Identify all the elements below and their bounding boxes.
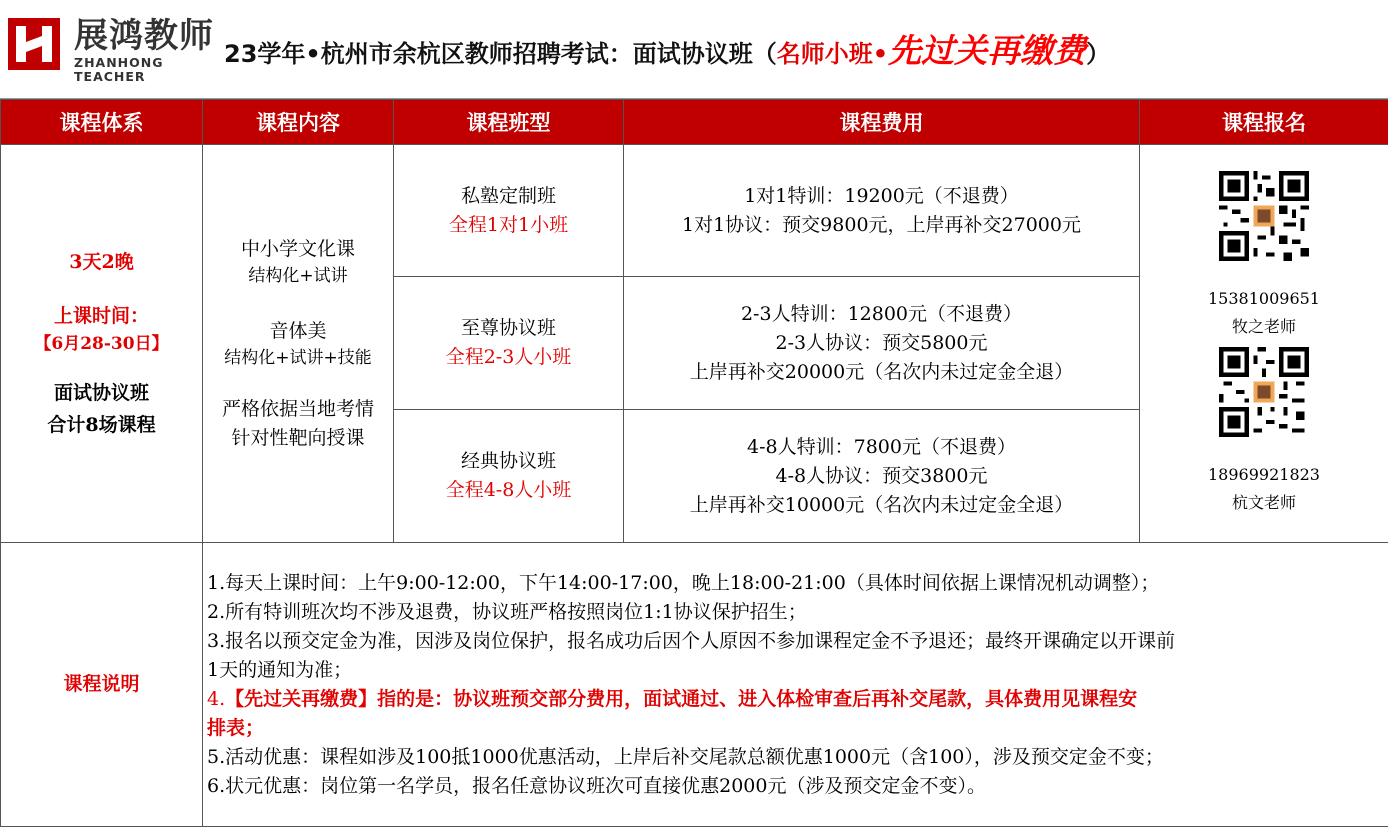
class-size: 全程1对1小班 (448, 213, 569, 236)
content-item-arts-sub: 结构化+试讲+技能 (224, 347, 372, 368)
header (0, 0, 1388, 99)
class-size: 全程4-8人小班 (445, 479, 572, 501)
time-label: 上课时间： (53, 305, 149, 327)
qr-code-icon[interactable] (1219, 171, 1309, 261)
class-dates: 【6月28-30日】 (34, 334, 169, 354)
note-item: 5.活动优惠：课程如涉及100抵1000优惠活动，上岸后补交尾款总额优惠1000元（含100），涉及预交定金不变； (207, 745, 1164, 768)
fee-line: 2-3人特训：12800元（不退费） (740, 302, 1023, 325)
content-note-a: 严格依据当地考情 (221, 397, 374, 420)
course-table (0, 99, 1388, 827)
note-item-highlight (207, 685, 1388, 714)
qr-code-icon[interactable] (1219, 347, 1309, 437)
note-number: 4. (207, 687, 226, 710)
fee-line: 2-3人协议：预交5800元 (775, 331, 988, 354)
note-item: 1.每天上课时间：上午9:00-12:00，下午14:00-17:00，晚上18:00-21:00（具体时间依据上课情况机动调整）； (207, 571, 1160, 594)
content-note-b: 针对性靶向授课 (231, 426, 365, 449)
duration: 3天2晚 (69, 251, 134, 273)
signup-cell (1140, 145, 1388, 543)
col-header-class-type: 课程班型 (394, 100, 624, 145)
fee-line: 1对1协议：预交9800元，上岸再补交27000元 (682, 213, 1081, 236)
title-red: 名师小班• (776, 40, 889, 68)
course-system-cell (1, 145, 203, 543)
fee-cell (624, 145, 1140, 277)
fee-line: 4-8人协议：预交3800元 (775, 464, 988, 487)
fee-line: 1对1特训：19200元（不退费） (744, 184, 1019, 207)
class-type-cell (394, 277, 624, 410)
title-main: 23学年•杭州市余杭区教师招聘考试：面试协议班（ (224, 40, 777, 68)
notes-label-cell (1, 543, 203, 827)
signup-contact (1140, 347, 1388, 517)
class-name: 至尊协议班 (460, 317, 556, 339)
col-header-signup: 课程报名 (1140, 100, 1388, 145)
page-title (224, 30, 1110, 75)
class-name: 私塾定制班 (460, 184, 556, 207)
class-type-cell (394, 145, 624, 277)
total-sessions: 合计8场课程 (47, 414, 156, 436)
note-item: 3.报名以预交定金为准，因涉及岗位保护，报名成功后因个人原因不参加课程定金不予退还；最终开课确定以开课前 (207, 629, 1176, 652)
course-content-cell (203, 145, 394, 543)
contact-phone: 15381009651 (1208, 288, 1320, 308)
class-name: 面试协议班 (53, 382, 149, 404)
signup-contact (1140, 171, 1388, 341)
fee-line: 4-8人特训：7800元（不退费） (747, 435, 1016, 458)
contact-teacher: 杭文老师 (1231, 492, 1296, 512)
content-item-culture: 中小学文化课 (240, 237, 355, 260)
contact-phone: 18969921823 (1208, 464, 1320, 484)
logo-mark-icon (8, 18, 60, 70)
table-row (1, 145, 1388, 277)
note-highlight-text: 【先过关再缴费】指的是：协议班预交部分费用，面试通过、进入体检审查后再补交尾款，具体费用见课程安 (225, 687, 1138, 710)
fee-cell (624, 410, 1140, 543)
fee-line: 上岸再补交20000元（名次内未过定金全退） (689, 360, 1074, 383)
fee-line: 上岸再补交10000元（名次内未过定金全退） (689, 493, 1074, 516)
notes-cell (203, 543, 1388, 827)
note-item: 1天的通知为准； (207, 658, 353, 681)
notes-label: 课程说明 (63, 673, 140, 695)
note-item: 6.状元优惠：岗位第一名学员，报名任意协议班次可直接优惠2000元（涉及预交定金不变）。 (207, 774, 986, 797)
col-header-system: 课程体系 (1, 100, 203, 145)
content-item-culture-sub: 结构化+试讲 (248, 265, 348, 286)
col-header-content: 课程内容 (203, 100, 394, 145)
logo-english-text: ZHANHONG TEACHER (74, 55, 164, 84)
note-item: 2.所有特训班次均不涉及退费，协议班严格按照岗位1:1协议保护招生； (207, 600, 807, 623)
class-type-cell (394, 410, 624, 543)
brand-logo (8, 14, 222, 84)
title-highlight: 先过关再缴费 (888, 31, 1087, 70)
content-item-arts: 音体美 (269, 319, 327, 342)
logo-chinese-text: 展鸿教师 (74, 16, 214, 56)
class-name: 经典协议班 (460, 450, 556, 472)
contact-teacher: 牧之老师 (1231, 316, 1296, 336)
title-end: ） (1086, 40, 1111, 68)
note-item-highlight: 排表； (207, 716, 265, 739)
class-size: 全程2-3人小班 (445, 346, 572, 368)
col-header-fees: 课程费用 (624, 100, 1140, 145)
notes-row (1, 543, 1388, 827)
fee-cell (624, 277, 1140, 410)
table-header-row (1, 100, 1388, 145)
